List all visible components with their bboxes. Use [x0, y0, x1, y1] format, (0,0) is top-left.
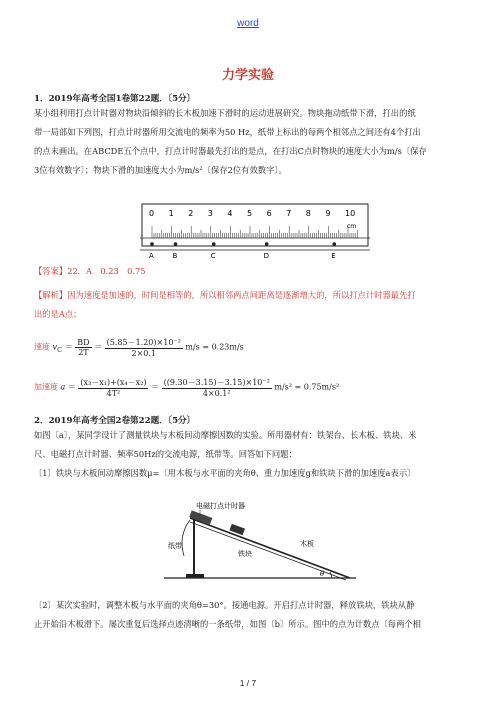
page-title: 力学实验: [221, 68, 274, 83]
speed-frac-1: $\frac{BD}{2T}$: [77, 338, 90, 357]
q2-text: [34, 426, 466, 483]
q2-after-text: [34, 596, 466, 634]
ruler-tape-figure: [140, 202, 370, 260]
tape-point-label: E: [331, 252, 336, 260]
timer-label: 电磁打点计时器: [196, 502, 245, 510]
ruler-number: 0: [149, 209, 155, 218]
q1-line-4: 3位有效数字〕；物块下滑的加速度大小为m/s²〔保存2位有效数字〕。: [34, 165, 287, 175]
tape-point: [332, 242, 336, 246]
ruler-number: 1: [168, 209, 174, 218]
speed-frac-2: $\frac{\text{(5.85－1.20)×10⁻²}}{2\times 0.1}$: [106, 338, 181, 358]
ruler-number: 3: [207, 209, 213, 218]
paper-tape: [182, 520, 190, 556]
q2-line-2: 尺、电磁打点计时器、频率50Hz的交流电源，纸带等。回答如下问题：: [34, 449, 297, 459]
tape-point: [212, 242, 216, 246]
tape-point: [265, 242, 269, 246]
q1-text: [34, 104, 466, 180]
stand-base: [186, 574, 204, 578]
tape-point: [174, 242, 178, 246]
tape-label: 纸带: [168, 542, 182, 550]
speed-label: 速度: [34, 342, 50, 352]
ruler-number: 6: [266, 209, 272, 218]
q1-answer: 【答案】22．A 0.23 0.75: [34, 266, 146, 276]
acc-frac-1: $\frac{\text{(x₃－x₁)+(x₄－x₂)}}{\text{4T²}}$: [80, 378, 147, 398]
block-label: 铁块: [238, 550, 252, 558]
ruler-number: 7: [286, 209, 292, 218]
q1-analysis-line-2: 出的是A点；: [34, 309, 82, 319]
q1-analysis-line-1: 【解析】因为速度是加速的，时间是相等的，所以相邻两点间距离是逐渐增大的，所以打点计时器最先打: [34, 290, 416, 300]
ruler-number: 4: [227, 209, 233, 218]
q1-line-2: 带一局部如下列图，打点计时器所用交流电的频率为50 Hz，纸带上标出的每两个相邻点之间还有4个打出: [34, 127, 421, 137]
q1-heading: 1．2019年高考全国1卷第22题．〔5分〕: [34, 94, 196, 104]
q2-line-1: 如图〔a〕，某同学设计了测量铁块与木板间动摩擦因数的实验。所用器材有：铁架台、长木板、铁块、米: [34, 430, 417, 440]
ruler-unit-label: cm: [347, 223, 357, 230]
acc-result: m/s² = 0.75m/s²: [274, 382, 340, 392]
ruler-body: [142, 204, 368, 246]
tape-point-label: B: [172, 252, 178, 260]
speed-sub: C: [57, 346, 63, 355]
tape-point-label: C: [210, 252, 216, 260]
tape-point-label: A: [149, 252, 154, 260]
q2-line-3: 〔1〕铁块与木板间动摩擦因数μ=〔用木板与水平面的夹角θ、重力加速度g和铁块下滑的加速度a表示〕: [34, 468, 416, 478]
angle-arc: [330, 572, 332, 578]
q1-line-3: 的点未画出。在ABCDE五个点中，打点计时器最先打出的是点，在打出C点时物块的速度大小为m/s〔保存: [34, 146, 427, 156]
incline-figure: [160, 486, 360, 584]
board-line: [190, 518, 350, 578]
q1-analysis: [34, 286, 466, 324]
ruler-number: 2: [188, 209, 194, 218]
ruler-number: 5: [247, 209, 253, 218]
ruler-number: 10: [345, 209, 356, 218]
ruler-number: 9: [325, 209, 331, 218]
angle-label: θ: [320, 570, 325, 578]
page-number: 1 / 7: [239, 678, 257, 688]
q2-after-line-2: 止开始沿木板滑下。屡次重复后选择点迹清晰的一条纸带，如图〔b〕所示。图中的点为计数点〔每两个相: [34, 619, 421, 629]
header-link[interactable]: word: [237, 18, 259, 29]
board-label: 木板: [300, 540, 314, 548]
tape-point-label: D: [263, 252, 270, 260]
q1-line-1: 某小组利用打点计时器对物块沿倾斜的长木板加速下滑时的运动进展研究。物块拖动纸带下滑，打出的纸: [34, 108, 416, 118]
q2-heading: 2．2019年高考全国2卷第22题．〔5分〕: [34, 416, 196, 426]
acc-frac-2: $\frac{\text{((9.30－3.15)－3.15)×10⁻²}}{\text{4×0.1²}}$: [163, 378, 270, 398]
speed-result: m/s = 0.23m/s: [185, 342, 244, 352]
speed-formula: 速度 $v_C$ ＝ $\frac{BD}{2T}$ ＝ $\frac{\text{(5.85－1.20)×10⁻²}}{2\times 0.1}$ m/s = 0.23m/s: [34, 338, 244, 358]
acc-label: 加速度: [34, 382, 58, 392]
q2-after-line-1: 〔2〕某次实验时，调整木板与水平面的夹角θ=30°。接通电源。开启打点计时器，释放铁块，铁块从静: [34, 600, 415, 610]
acc-formula: 加速度 a ＝ $\frac{\text{(x₃－x₁)+(x₄－x₂)}}{\text{4T²}}$ ＝ $\frac{\text{((9.30－3.15)－3.15)×10⁻²}}{\text{4×0.1²}}$ m/s² = 0.75m/s²: [34, 378, 340, 398]
acc-lhs: a: [60, 382, 66, 392]
tape-point: [150, 242, 154, 246]
speed-lhs: v: [52, 342, 58, 352]
ruler-number: 8: [305, 209, 311, 218]
